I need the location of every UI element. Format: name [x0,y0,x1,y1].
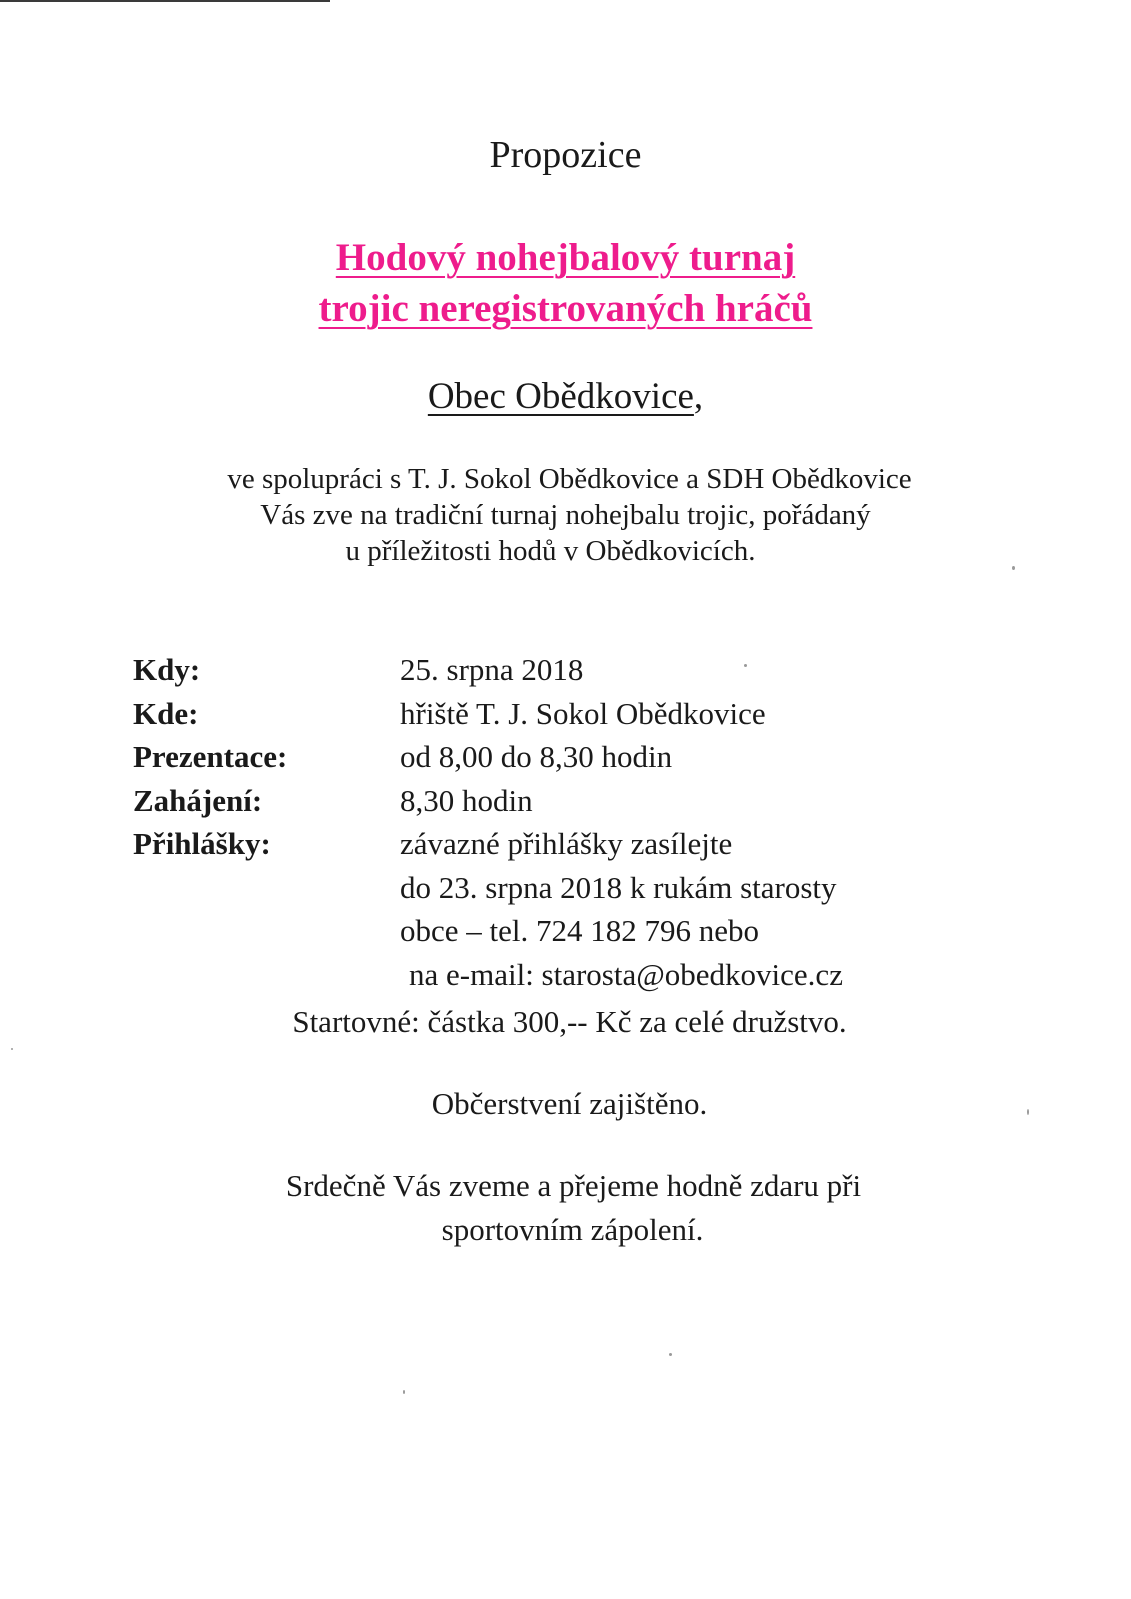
start-label: Zahájení: [133,782,263,818]
detail-row-applications [0,822,1131,866]
detail-row-where [0,692,1131,736]
tournament-title-line-1: Hodový nohejbalový turnaj [335,236,796,279]
invitation-line-2: Vás zve na tradiční turnaj nohejbalu trojic, pořádaný [260,499,871,531]
where-value: hřiště T. J. Sokol Obědkovice [400,695,766,731]
tournament-title-line-2: trojic neregistrovaných hráčů [318,287,813,330]
detail-row-applications-cont [0,866,1131,910]
detail-row-applications-cont [0,953,1131,997]
organizer-name: Obec Obědkovice [427,376,694,417]
detail-row-when [0,648,1131,692]
scan-speck [403,1390,405,1394]
detail-row-start [0,779,1131,823]
detail-row-registration [0,735,1131,779]
event-details [0,648,1131,996]
invitation-line-3: u příležitosti hodů v Obědkovicích. [345,535,756,567]
refreshments-note: Občerstvení zajištěno. [431,1086,708,1121]
start-value: 8,30 hodin [400,782,533,818]
when-label: Kdy: [133,652,201,687]
scan-speck [744,664,747,667]
invitation-line-1: ve spolupráci s T. J. Sokol Obědkovice a SDH Obědkovice [227,463,912,495]
applications-line-3: obce – tel. 724 182 796 nebo [400,913,760,948]
applications-email-line: na e-mail: starosta@obedkovice.cz [409,956,843,992]
scan-speck [11,1048,13,1050]
applications-line-1: závazné přihlášky zasílejte [400,826,733,861]
document-heading: Propozice [489,134,642,176]
scan-speck [1027,1109,1029,1115]
scan-speck [669,1353,672,1356]
detail-row-applications-cont [0,909,1131,953]
scan-speck [1012,566,1015,570]
applications-line-2: do 23. srpna 2018 k rukám starosty [400,869,837,905]
closing-line-2: sportovním zápolení. [441,1212,704,1247]
where-label: Kde: [133,695,199,731]
scan-edge-line [0,0,330,2]
registration-value: od 8,00 do 8,30 hodin [400,739,673,774]
closing-line-1: Srdečně Vás zveme a přejeme hodně zdaru při [285,1168,862,1203]
entry-fee: Startovné: částka 300,-- Kč za celé družstvo. [292,1004,847,1039]
registration-label: Prezentace: [133,739,288,774]
organizer [0,375,1131,418]
when-value: 25. srpna 2018 [400,652,584,687]
organizer-comma: , [693,376,704,417]
applications-label: Přihlášky: [133,826,271,861]
